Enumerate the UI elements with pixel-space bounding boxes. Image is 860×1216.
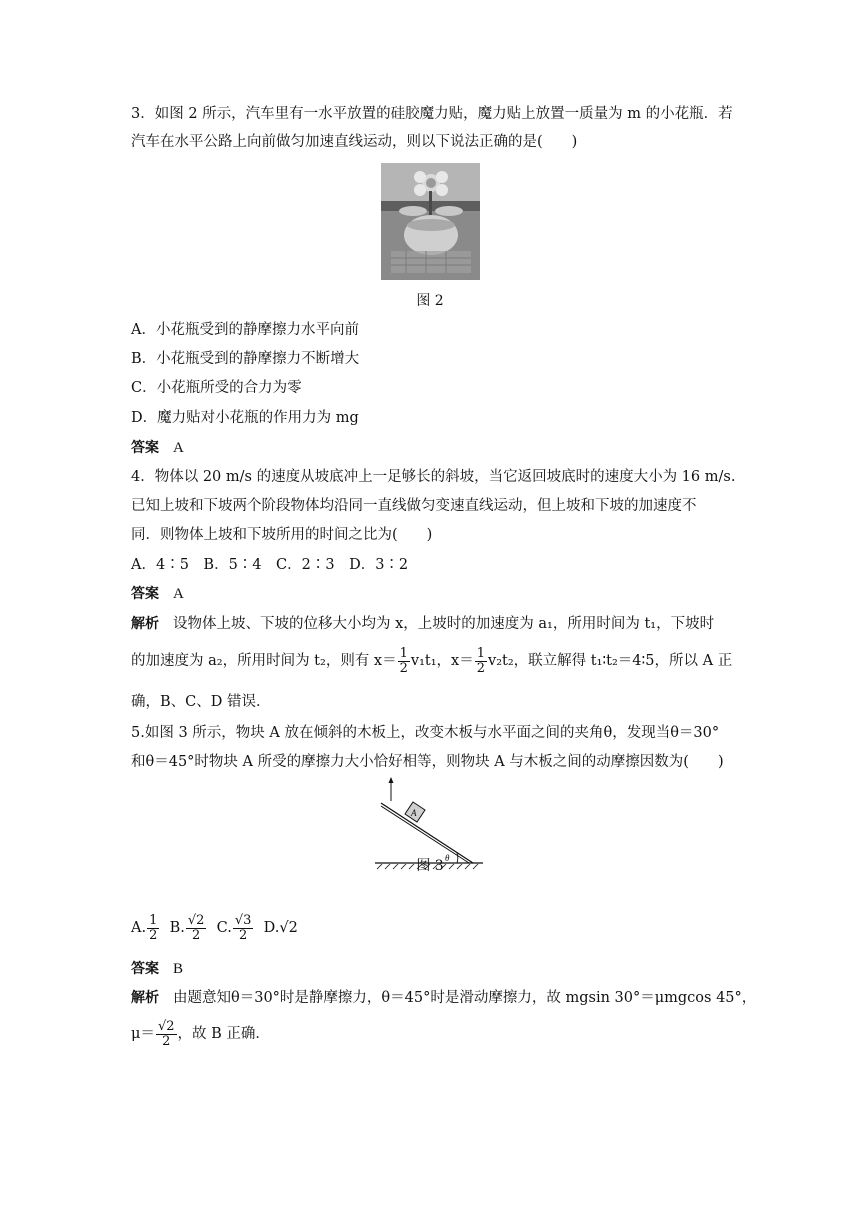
q4-analysis-line1 xyxy=(131,610,736,638)
q4-stem-line2: 已知上坡和下坡两个阶段物体均沿同一直线做匀变速直线运动，但上坡和下坡的加速度不 xyxy=(131,498,697,514)
analysis-text: v₁t₁，x＝ xyxy=(410,653,474,669)
analysis-text: v₂t₂，联立解得 t₁∶t₂＝4∶5，所以 A 正 xyxy=(488,653,733,669)
analysis-text: 设物体上坡、下坡的位移大小均为 x，上坡时的加速度为 a₁，所用时间为 t₁，下坡时 xyxy=(173,616,715,632)
fraction-half xyxy=(475,647,487,676)
figure3-caption: 图 3 xyxy=(416,858,444,874)
flower-vase-photo xyxy=(381,163,480,280)
answer-value: A xyxy=(173,440,184,456)
analysis-text: μ＝ xyxy=(131,1026,155,1042)
q3-option-b: B．小花瓶受到的静摩擦力不断增大 xyxy=(131,351,360,367)
answer-label: 答案 xyxy=(131,440,159,456)
q4-stem-line3: 同．则物体上坡和下坡所用的时间之比为( ) xyxy=(131,527,433,543)
block-label: A xyxy=(411,808,417,818)
q4-stem-line1: 4．物体以 20 m/s 的速度从坡底冲上一足够长的斜坡，当它返回坡底时的速度大小为 16 m/s. xyxy=(131,469,736,485)
q3-option-c: C．小花瓶所受的合力为零 xyxy=(131,380,302,396)
q5-stem-line2: 和θ＝45°时物块 A 所受的摩擦力大小恰好相等，则物块 A 与木板之间的动摩擦因数为( ) xyxy=(131,754,724,770)
fraction: $\frac{1}{2}$ xyxy=(149,912,158,943)
answer-value: A xyxy=(173,586,184,602)
fraction-numerator: 1 xyxy=(476,645,485,661)
analysis-text: ，故 B 正确． xyxy=(177,1026,270,1042)
answer-label: 答案 xyxy=(131,586,159,602)
angle-label: θ xyxy=(445,853,450,863)
fraction-half xyxy=(398,647,410,676)
q5-answer xyxy=(131,955,736,983)
q5-option-b: B. $\frac{√2}{2}$ xyxy=(169,912,205,943)
fraction-denominator: 2 xyxy=(476,660,485,676)
figure2-caption: 图 2 xyxy=(416,293,444,309)
answer-label: 答案 xyxy=(131,961,159,977)
fraction-denominator: 2 xyxy=(399,660,408,676)
q5-option-d: D.√2 xyxy=(263,920,298,936)
q3-option-d: D．魔力贴对小花瓶的作用力为 mg xyxy=(131,410,359,426)
q5-analysis-line2 xyxy=(131,1018,736,1050)
q5-analysis-line1 xyxy=(131,984,757,1012)
q3-stem-line1: 3．如图 2 所示，汽车里有一水平放置的硅胶魔力贴，魔力贴上放置一质量为 m 的小花瓶．若 xyxy=(131,106,733,122)
analysis-text: 的加速度为 a₂，所用时间为 t₂，则有 x＝ xyxy=(131,653,397,669)
analysis-text: 由题意知θ＝30°时是静摩擦力，θ＝45°时是滑动摩擦力，故 mgsin 30°＝μmgcos 45°， xyxy=(173,990,757,1006)
fraction: $\frac{√3}{2}$ xyxy=(234,912,252,943)
analysis-label: 解析 xyxy=(131,990,159,1006)
q5-options xyxy=(131,913,736,943)
q4-analysis-line2 xyxy=(131,646,736,676)
fraction: $\frac{√2}{2}$ xyxy=(187,912,205,943)
answer-value: B xyxy=(173,961,184,977)
q5-stem-line1: 5.如图 3 所示，物块 A 放在倾斜的木板上，改变木板与水平面之间的夹角θ，发现当θ＝30° xyxy=(131,725,720,741)
analysis-label: 解析 xyxy=(131,616,159,632)
fraction-numerator: 1 xyxy=(399,645,408,661)
q5-option-a: A. $\frac{1}{2}$ xyxy=(131,912,158,943)
fraction-root2-over-2: $\frac{√2}{2}$ xyxy=(157,1018,175,1049)
q4-analysis-line3: 确，B、C、D 错误． xyxy=(131,694,271,710)
q3-answer xyxy=(131,434,736,462)
q5-option-c: C. $\frac{√3}{2}$ xyxy=(216,912,252,943)
q4-options: A．4∶5 B．5∶4 C．2∶3 D．3∶2 xyxy=(131,557,409,573)
q4-answer xyxy=(131,580,736,608)
q3-stem-line2: 汽车在水平公路上向前做匀加速直线运动，则以下说法正确的是( ) xyxy=(131,134,578,150)
q3-option-a: A．小花瓶受到的静摩擦力水平向前 xyxy=(131,322,359,338)
